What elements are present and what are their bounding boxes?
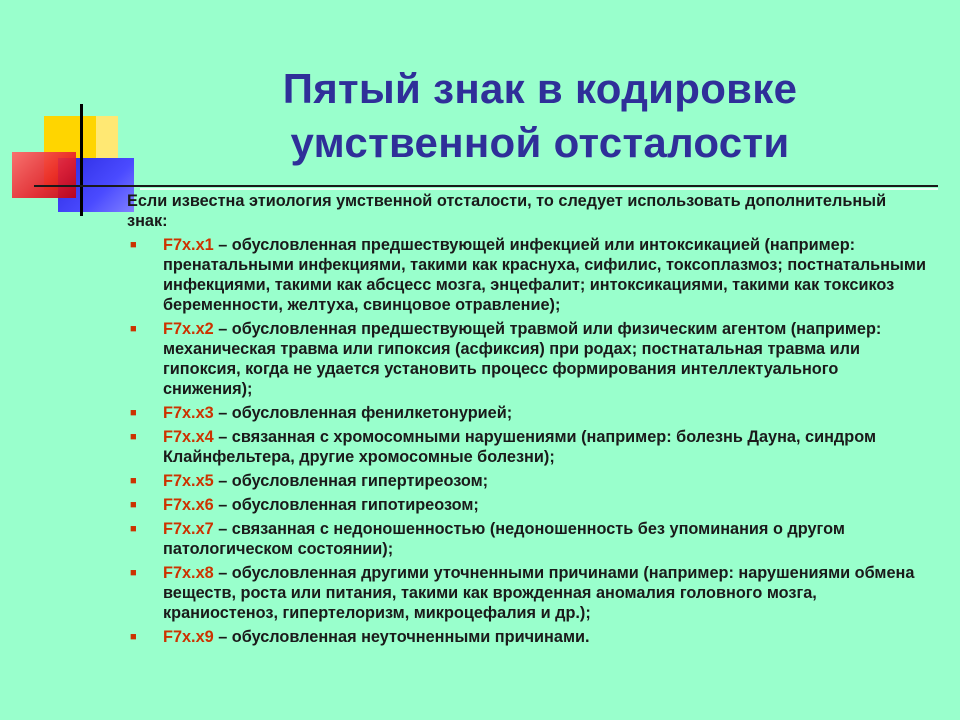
item-text: – обусловленная фенилкетонурией;	[213, 404, 513, 422]
item-code: F7x.x5	[163, 472, 214, 490]
square-bullet-icon: ■	[130, 323, 137, 335]
item-code: F7x.x8	[163, 564, 214, 582]
vertical-rule-decoration	[80, 104, 83, 216]
list-item	[127, 471, 927, 491]
item-code: F7x.x3	[163, 404, 214, 422]
item-code: F7x.x7	[163, 520, 214, 538]
list-item	[127, 519, 927, 559]
square-bullet-icon: ■	[130, 499, 137, 511]
list-item	[127, 319, 927, 399]
item-text: – обусловленная предшествующей инфекцией или интоксикацией (например: пренатальными инфекциями, такими как краснуха, сифилис, токсоплазмоз; постнатальными инфекциями, такими как абсцесс мозга, энцефалит; интоксикациями, такими как токсикоз беременности, желтуха, свинцовое отравление);	[163, 236, 926, 314]
square-bullet-icon: ■	[130, 567, 137, 579]
item-text: – обусловленная предшествующей травмой или физическим агентом (например: механическая травма или гипоксия (асфиксия) при родах; постнатальная травма или гипоксия, когда не удается установить процесс формирования интеллектуального снижения);	[163, 320, 882, 398]
item-text: – связанная с хромосомными нарушениями (например: болезнь Дауна, синдром Клайнфельтера, другие хромосомные болезни);	[163, 428, 876, 466]
item-code: F7x.x1	[163, 236, 214, 254]
title-line-2: умственной отсталости	[290, 119, 790, 166]
item-code: F7x.x2	[163, 320, 214, 338]
square-bullet-icon: ■	[130, 523, 137, 535]
horizontal-rule-decoration	[34, 185, 938, 187]
square-bullet-icon: ■	[130, 631, 137, 643]
slide-title	[180, 62, 900, 170]
title-line-1: Пятый знак в кодировке	[282, 65, 798, 112]
intro-paragraph: Если известна этиология умственной отсталости, то следует использовать дополнительный знак:	[127, 192, 887, 230]
item-text: – обусловленная гипотиреозом;	[213, 496, 479, 514]
square-bullet-icon: ■	[130, 475, 137, 487]
square-bullet-icon: ■	[130, 407, 137, 419]
item-code: F7x.x9	[163, 628, 214, 646]
item-text: – связанная с недоношенностью (недоношенность без упоминания о другом патологическом состоянии);	[163, 520, 845, 558]
list-item	[127, 427, 927, 467]
red-square-decoration	[12, 152, 76, 198]
list-item	[127, 563, 927, 623]
item-text: – обусловленная гипертиреозом;	[213, 472, 489, 490]
code-list	[127, 235, 927, 647]
list-item	[127, 627, 927, 647]
horizontal-rule-highlight	[140, 188, 938, 190]
item-code: F7x.x4	[163, 428, 214, 446]
square-bullet-icon: ■	[130, 431, 137, 443]
light-square-decoration	[96, 116, 118, 158]
slide-content	[127, 191, 927, 651]
list-item	[127, 235, 927, 315]
list-item	[127, 403, 927, 423]
item-code: F7x.x6	[163, 496, 214, 514]
item-text: – обусловленная неуточненными причинами.	[213, 628, 590, 646]
list-item	[127, 495, 927, 515]
square-bullet-icon: ■	[130, 239, 137, 251]
item-text: – обусловленная другими уточненными причинами (например: нарушениями обмена веществ, роста или питания, такими как врожденная аномалия головного мозга, краниостеноз, гипертелоризм, микроцефалия и др.);	[163, 564, 915, 622]
